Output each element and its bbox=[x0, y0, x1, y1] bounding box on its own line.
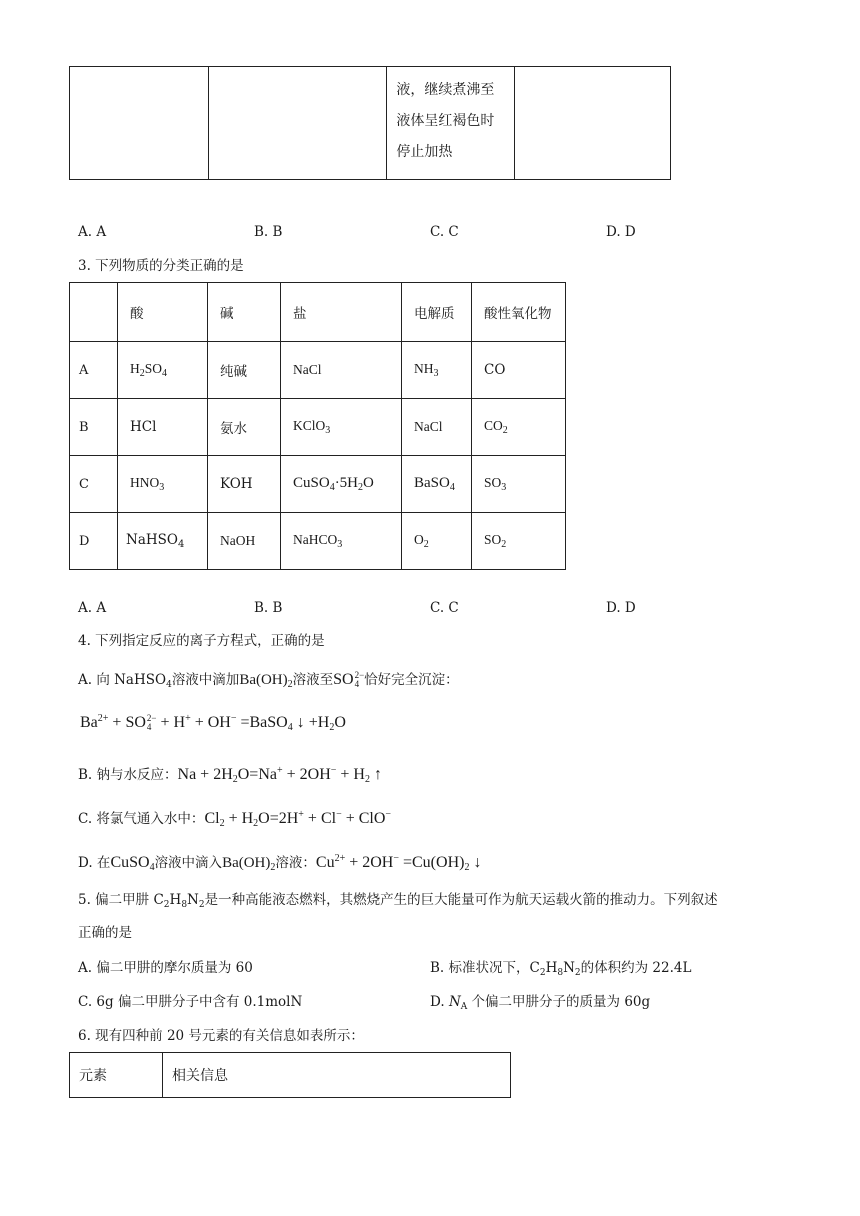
q4-d-equation: $Cu^{2+} + 2OH^- =Cu(OH)_2$ ↓ bbox=[315, 853, 482, 873]
table-row bbox=[70, 456, 566, 513]
q3-header-acid: 酸 bbox=[118, 283, 208, 342]
q3-table bbox=[69, 282, 566, 570]
q4-option-a-line: A. 向 NaHSO$_4$溶液中滴加$Ba(OH)_2$溶液至SO 2− 4 恰好完全沉淀： bbox=[78, 670, 459, 690]
q3-c-acid: $HNO_3$ bbox=[118, 456, 208, 513]
q3-option-a: A. A bbox=[78, 600, 107, 616]
q4-a-text: 恰好完全沉淀： bbox=[364, 672, 459, 688]
q4-c-text: C. 将氯气通入水中： bbox=[78, 811, 205, 827]
q5-b-text: B. 标准状况下，C bbox=[430, 960, 540, 976]
q5-option-a: A. 偏二甲肼的摩尔质量为 60 bbox=[78, 960, 253, 976]
q2-option-a: A. A bbox=[78, 224, 107, 240]
q3-d-oxide: $SO_2$ bbox=[472, 513, 566, 570]
top-table-line: 液体呈红褐色时 bbox=[396, 113, 495, 129]
top-table bbox=[69, 66, 671, 180]
q3-header-salt: 盐 bbox=[281, 283, 402, 342]
q5-d-text: 个偏二甲肼分子的质量为 60g bbox=[471, 994, 651, 1010]
q5-stem-text: 5. 偏二甲肼 C bbox=[78, 892, 164, 908]
q5-stem-line2: 正确的是 bbox=[78, 925, 132, 941]
q3-a-oxide: CO bbox=[472, 342, 566, 399]
q3-c-electrolyte: BaSO$_4$ bbox=[402, 456, 472, 513]
q4-option-d-line bbox=[78, 850, 481, 877]
q3-header-blank bbox=[70, 283, 118, 342]
top-table-cell-3 bbox=[387, 67, 515, 180]
q4-a-text: 溶液中滴加 bbox=[171, 672, 240, 688]
q3-d-salt: NaHCO$_3$ bbox=[281, 513, 402, 570]
q6-header-element: 元素 bbox=[70, 1053, 163, 1098]
q3-a-salt: NaCl bbox=[281, 342, 402, 399]
q6-table bbox=[69, 1052, 511, 1098]
q5-option-c: C. 6g 偏二甲肼分子中含有 0.1molN bbox=[78, 994, 303, 1010]
q4-b-equation: $Na + 2H_2O=Na^+ + 2OH^- + H_2$ ↑ bbox=[177, 765, 382, 785]
q2-option-c: C. C bbox=[430, 224, 459, 240]
q4-a-text: A. 向 NaHSO bbox=[78, 672, 167, 688]
table-row bbox=[70, 399, 566, 456]
q5-option-b: B. 标准状况下，$C_2H_8N_2$的体积约为 22.4L bbox=[430, 960, 692, 978]
q4-d-formula: $Ba(OH)_2$ bbox=[222, 855, 276, 873]
q4-stem: 4. 下列指定反应的离子方程式，正确的是 bbox=[78, 633, 325, 649]
q5-b-text: 的体积约为 22.4L bbox=[580, 960, 692, 976]
q3-header-oxide: 酸性氧化物 bbox=[472, 283, 566, 342]
q4-d-text: 溶液： bbox=[275, 855, 316, 871]
q3-d-acid: NaHSO$_4$ bbox=[118, 513, 208, 570]
q3-option-c: C. C bbox=[430, 600, 459, 616]
top-table-cell-1 bbox=[70, 67, 209, 180]
q3-option-d: D. D bbox=[606, 600, 636, 616]
q4-a-equation: $Ba^{2+}$ + SO 2− 4 + H+ + OH− =BaSO$_4$ ↓ $+H_2O$ bbox=[80, 713, 346, 733]
q4-option-c-line bbox=[78, 806, 391, 833]
q6-stem: 6. 现有四种前 20 号元素的有关信息如表所示： bbox=[78, 1028, 364, 1044]
q4-d-formula: CuSO$_4$ bbox=[110, 854, 155, 873]
row-label: A bbox=[70, 342, 118, 399]
top-table-cell-4 bbox=[515, 67, 671, 180]
q3-stem: 3. 下列物质的分类正确的是 bbox=[78, 258, 244, 274]
q3-option-b: B. B bbox=[254, 600, 283, 616]
q4-option-b-line bbox=[78, 762, 382, 789]
q5-stem-text: 是一种高能液态燃料，其燃烧产生的巨大能量可作为航天运载火箭的推动力。下列叙述 bbox=[204, 892, 718, 908]
q3-d-base: NaOH bbox=[208, 513, 281, 570]
q4-c-equation: $Cl_2 + H_2O=2H^+ + Cl^- + ClO^-$ bbox=[204, 809, 392, 829]
table-row bbox=[70, 342, 566, 399]
q4-d-text: D. 在 bbox=[78, 855, 111, 871]
q2-option-b: B. B bbox=[254, 224, 283, 240]
q3-a-acid: $H_2SO_4$ bbox=[118, 342, 208, 399]
row-label: C bbox=[70, 456, 118, 513]
q4-b-text: B. 钠与水反应： bbox=[78, 767, 178, 783]
q3-header-base: 碱 bbox=[208, 283, 281, 342]
q3-c-oxide: $SO_3$ bbox=[472, 456, 566, 513]
row-label: B bbox=[70, 399, 118, 456]
q5-option-d: D. $N_A$ 个偏二甲肼分子的质量为 60g bbox=[430, 994, 651, 1012]
q3-c-base: KOH bbox=[208, 456, 281, 513]
table-row bbox=[70, 513, 566, 570]
q3-c-salt: $CuSO_4\cdot 5H_2O$ bbox=[281, 456, 402, 513]
q3-d-electrolyte: $O_2$ bbox=[402, 513, 472, 570]
q2-option-d: D. D bbox=[606, 224, 636, 240]
top-table-line: 停止加热 bbox=[396, 144, 453, 160]
q3-b-oxide: $CO_2$ bbox=[472, 399, 566, 456]
q6-header-info: 相关信息 bbox=[163, 1053, 511, 1098]
q4-d-text: 溶液中滴入 bbox=[154, 855, 223, 871]
q3-b-electrolyte: NaCl bbox=[402, 399, 472, 456]
q5-d-text: D. bbox=[430, 994, 449, 1010]
q5-stem-line1: 5. 偏二甲肼 $C_2H_8N_2$是一种高能液态燃料，其燃烧产生的巨大能量可作为航天运载火箭的推动力。下列叙述 bbox=[78, 892, 718, 910]
q3-header-electrolyte: 电解质 bbox=[402, 283, 472, 342]
q3-b-acid: HCl bbox=[118, 399, 208, 456]
top-table-line: 液，继续煮沸至 bbox=[396, 82, 495, 98]
q4-a-formula: SO 2− 4 bbox=[333, 670, 365, 690]
q3-b-salt: KClO$_3$ bbox=[281, 399, 402, 456]
q3-a-base: 纯碱 bbox=[208, 342, 281, 399]
q3-a-electrolyte: $NH_3$ bbox=[402, 342, 472, 399]
q4-a-text: 溶液至 bbox=[292, 672, 334, 688]
q4-a-formula: $Ba(OH)_2$ bbox=[239, 672, 293, 690]
q3-b-base: 氨水 bbox=[208, 399, 281, 456]
top-table-cell-2 bbox=[208, 67, 387, 180]
row-label: D bbox=[70, 513, 118, 570]
